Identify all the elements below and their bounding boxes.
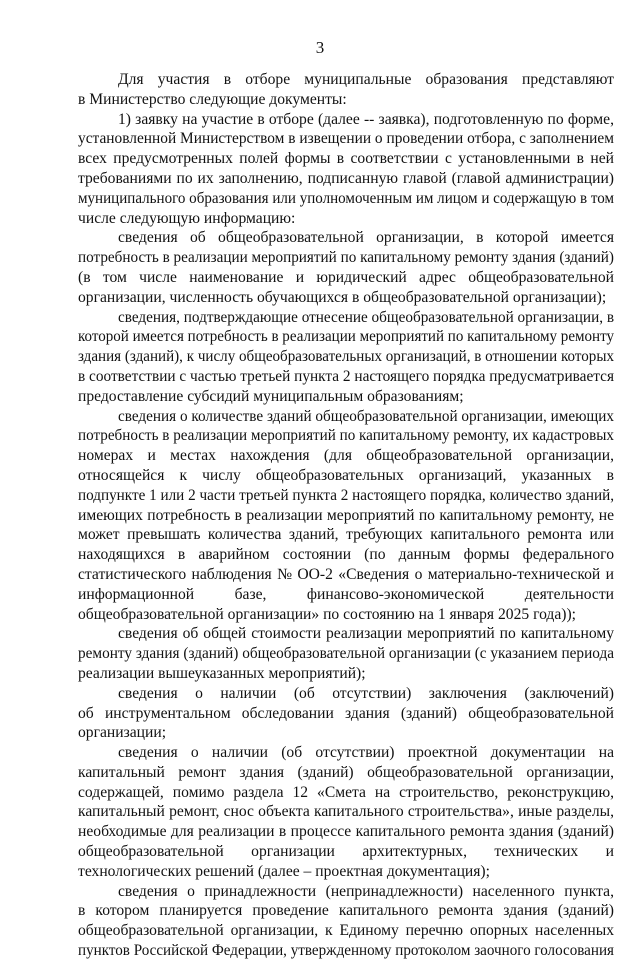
text-line: здания (зданий), к числу общеобразовательных организаций, в отношении которых (78, 348, 614, 366)
text-line: статистического наблюдения № ОО-2 «Сведения о материально-технической и (78, 565, 614, 583)
text-line: пунктов Российской Федерации, утвержденному протоколом заочного голосования (78, 942, 614, 960)
text-line: общеобразовательной организации, к Единому перечню опорных населенных (78, 922, 614, 940)
text-line: капитальный ремонт здания (зданий) общеобразовательной организации, (78, 763, 614, 781)
text-line: сведения о наличии (об отсутствии) заключения (заключений) (118, 684, 614, 702)
text-line: организации; (78, 724, 167, 742)
text-line: общеобразовательной организации архитектурных, технических и (78, 843, 614, 861)
text-line: содержащей, помимо раздела 12 «Смета на строительство, реконструкцию, (78, 783, 614, 801)
document-body (78, 70, 614, 961)
text-line: сведения об общей стоимости реализации мероприятий по капитальному (118, 625, 614, 643)
text-line: необходимые для реализации в процессе капитального ремонта здания (зданий) (78, 823, 614, 841)
text-line: сведения о количестве зданий общеобразовательной организации, имеющих (118, 407, 614, 425)
text-line: реализации вышеуказанных мероприятий); (78, 664, 366, 682)
text-line: в котором планируется проведение капитального ремонта здания (зданий) (78, 902, 614, 920)
text-line: Для участия в отборе муниципальные образования представляют (118, 71, 614, 88)
text-line: подпункте 1 или 2 части третьей пункта 2 настоящего порядка, количество зданий, (78, 486, 614, 504)
text-line: 1) заявку на участие в отборе (далее -- заявка), подготовленную по форме, (118, 110, 614, 128)
text-line: потребность в реализации мероприятий по капитальному ремонту, их кадастровых (78, 427, 614, 445)
text-line: находящихся в аварийном состоянии (по данным формы федерального (78, 546, 614, 564)
text-line: требованиями по их заполнению, подписанную главой (главой администрации) (78, 169, 614, 187)
text-line: организации, численность обучающихся в общеобразовательной организации); (78, 288, 607, 306)
text-line: номерах и местах нахождения (для общеобразовательной организации, (78, 447, 614, 465)
page-number: 3 (315, 38, 325, 57)
text-line: в Министерство следующие документы: (78, 90, 347, 108)
text-line: информационной базе, финансово-экономической деятельности (78, 585, 614, 603)
text-line: технологических решений (далее – проектная документация); (78, 862, 490, 880)
text-line: общеобразовательной организации» по состоянию на 1 января 2025 года)); (78, 605, 577, 623)
text-line: предоставление субсидий муниципальным образованиям; (78, 387, 464, 405)
text-line: капитальный ремонт, снос объекта капитального строительства», иные разделы, (78, 803, 614, 821)
text-line: (в том числе наименование и юридический адрес общеобразовательной (78, 268, 614, 286)
text-line: имеющих потребность в реализации мероприятий по капитальному ремонту, не (78, 506, 614, 524)
text-line: установленной Министерством в извещении о проведении отбора, с заполнением (78, 130, 614, 148)
text-line: числе следующую информацию: (78, 209, 296, 227)
text-line: об инструментальном обследовании здания (зданий) общеобразовательной (78, 704, 614, 722)
text-line: сведения о принадлежности (непринадлежности) населенного пункта, (118, 882, 614, 900)
text-line: сведения об общеобразовательной организации, в которой имеется (118, 229, 614, 247)
text-line: муниципального образования или уполномоченным им лицом и содержащую в том (78, 189, 614, 207)
text-line: ремонту здания (зданий) общеобразовательной организации (с указанием периода (78, 645, 614, 663)
text-line: может превышать количества зданий, требующих капитального ремонта или (78, 526, 614, 544)
text-line: сведения о наличии (об отсутствии) проектной документации на (118, 744, 614, 762)
text-line: относящейся к числу общеобразовательных организаций, указанных в (78, 466, 614, 484)
text-line: сведения, подтверждающие отнесение общеобразовательной организации, в (118, 308, 614, 326)
text-line: всех предусмотренных полей формы в соответствии с установленными в ней (78, 150, 614, 168)
text-line: в соответствии с частью третьей пункта 2 настоящего порядка предусматривается (78, 367, 614, 385)
text-line: которой имеется потребность в реализации мероприятий по капитальному ремонту (78, 328, 614, 346)
text-line: потребность в реализации мероприятий по капитальному ремонту здания (зданий) (78, 249, 614, 267)
